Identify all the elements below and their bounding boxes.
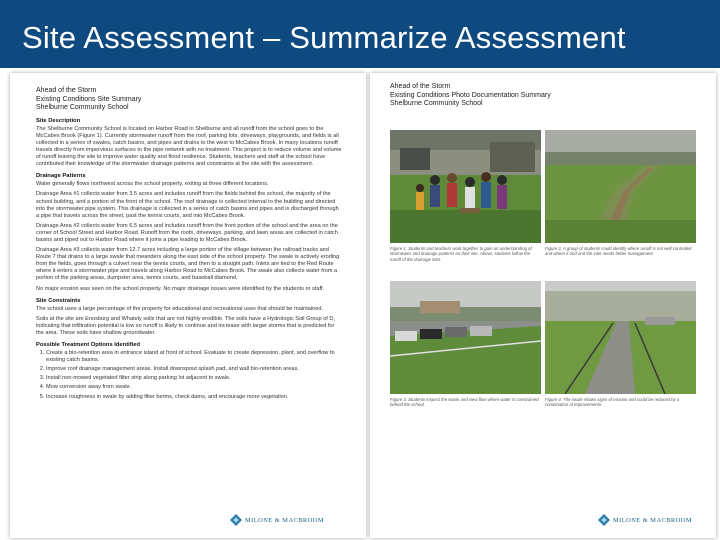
drainage-area-text: Drainage Area #2 collects water from 6.5 acres and includes runoff from the front portion of the school and the area on the corner of School Street and Harbor Road. Runoff from the roofs, driveways, parking, and lawn areas are collected in catch basins and piped out to Harbor Road where it joins a pipe leading to McCabes Brook. [36,222,338,243]
photo-students-field [390,130,541,243]
header-line: Existing Conditions Site Summary [36,95,142,103]
header-line: Shelburne Community School [390,100,483,108]
site-summary-document [36,87,342,403]
photo-caption: Figure 1. Students and teachers work together to gain an understanding of stormwater and drainage patterns on their site. Above, students follow the runoff of the drainage inlet. [390,246,532,262]
header-line: Existing Conditions Photo Documentation Summary [390,91,551,99]
photo-caption: Figure 2. A group of students could identify where runoff is not well controlled and where it and and the inlet needs better management. [545,246,692,257]
path-photo-illustration [545,281,696,394]
company-logo [598,514,692,526]
swale-photo-illustration [545,130,696,243]
drainage-area-text: Drainage Area #3 collects water from 12.7 acres including a large portion of the village between the railroad tracks and Route 7 that drains to a large swale that meanders along the east side of the school property. The swale is actively eroding from the fields, goes through a culvert near the tennis courts, and then to a straight path. Inlets are tied to the Red Route where it enters a stormwater pipe and travels along Harbor Road to McCabes Brook. The swale also collects water from a portion of the parking areas, dumpster area, tennis courts, and baseball diamond. [36,247,340,282]
photo-path [545,281,696,394]
header-line: Ahead of the Storm [390,83,451,90]
photo-caption: Figure 3. Students inspect the swale and view flow where water is constrained behind the school. [390,397,539,408]
left-document-page [10,73,366,538]
photo-swale [545,130,696,243]
constraint-text: Soils at the site are Enosburg and Whately soils that are not highly erodible. The soils have a Hydrologic Soil Group of D, indicating that infiltration potential is low so runoff is likely to continue and increase with larger storms that is predicted for the area. These soils have shallow groundwater. [36,315,336,336]
treatment-options-heading: Possible Treatment Options Identified [36,342,141,349]
treatment-options-list [36,350,342,401]
right-document-page [370,73,716,538]
logo-text: MILONE & MACBROOM [245,516,325,524]
left-page-header [36,87,342,113]
drainage-area-text: Drainage Area #1 collects water from 3.5 acres and includes runoff from the fields behind the school, the majority of the school building, and a portion of the front of the school. The roof drainage is collected internal to the building and directed into the stormwater pipe system. This drainage is collected in a series of catch basins and pipes and is discharged through a pipe that travels across the street, past the tennis courts, and into McCabes Brook. [36,191,339,219]
photo-caption: Figure 4. The swale shows signs of erosion and could be reduced by a combination of improvements. [545,397,680,408]
slide-title: Site Assessment – Summarize Assessment [22,20,626,55]
right-page-header [390,83,551,109]
constraint-text: The school uses a large percentage of the property for educational and recreational uses that should be maintained. [36,305,324,312]
title-banner [0,0,720,68]
company-logo [230,514,324,526]
site-description-text: The Shelburne Community School is located on Harbor Road in Shelburne and all runoff from the school goes to the McCabes Brook (Figure 1). Currently stormwater runoff from the roof, parking lots, driveways, playgrounds, and fields is all collected in a series of swales, catch basins, and pipes and drains to the west to McCabes Brook. In many locations runoff travels directly from impervious surfaces to the pipe network with no treatment. This project is to reduce volume and volume of runoff leaving the site to improve water quality and flood resilience. Students, teachers and staff at the school have contributed their knowledge of the stormwater drainage patterns and constraints at the site with the assessment. [36,125,342,168]
site-constraints-heading: Site Constraints [36,297,81,304]
header-line: Ahead of the Storm [36,87,97,94]
list-item: 1. Create a bio-retention area in entrance island at front of school. Evaluate to create depression, plant, and overflow to existing catch basins. [46,350,342,364]
students-photo-illustration [390,130,541,243]
list-item: 4. Mow conversion away from swale. [46,384,342,391]
photo-parking-field [390,281,541,394]
logo-mark-icon [598,514,610,526]
drainage-patterns-heading: Drainage Patterns [36,173,86,180]
parking-photo-illustration [390,281,541,394]
list-item: 3. Install non-mowed vegetated filter strip along parking lot adjacent to swale. [46,375,342,382]
logo-text: MILONE & MACBROOM [613,516,693,524]
drainage-intro: Water generally flows northwest across the school property, exiting at three different locations. [36,181,269,188]
list-item: 5. Increase roughness in swale by adding filter berms, check dams, and encourage more vegetation. [46,394,342,401]
logo-mark-icon [230,514,242,526]
header-line: Shelburne Community School [36,104,129,112]
list-item: 2. Improve roof drainage management areas. Install downspout splash pad, and wall bio-retention areas. [46,366,342,373]
drainage-area-text: No major erosion was seen on the school property. No major drainage issues were identified by the students or staff. [36,285,325,292]
site-description-heading: Site Description [36,117,81,124]
